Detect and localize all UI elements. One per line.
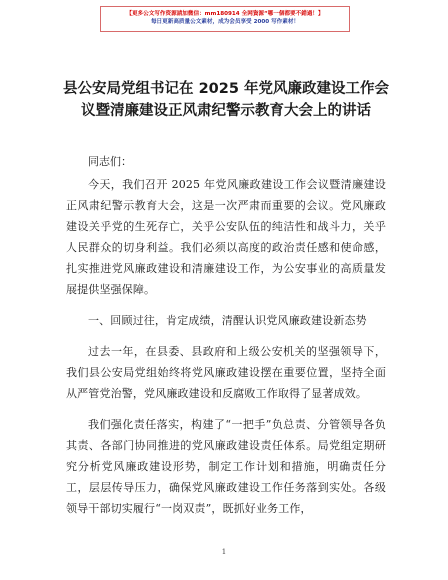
document-title: 县公安局党组书记在 2025 年党风廉政建设工作会议暨清廉建设正风肃纪警示教育大会上的讲话 (63, 81, 389, 119)
paragraph-review: 过去一年，在县委、县政府和上级公安机关的坚强领导下，我们县公安局党组始终将党风廉政建设摆在重要位置，坚持全面从严管党治警，党风廉政建设和反腐败工作取得了显著成效。 (66, 345, 386, 400)
paragraph-intro: 今天，我们召开 2025 年党风廉政建设工作会议暨清廉建设正风肃纪警示教育大会，这是一次严肃而重要的会议。党风廉政建设关乎党的生死存亡，关乎公安队伍的纯洁性和战斗力，关乎人民群众的切身利益。我们必须以高度的政治责任感和使命感，扎实推进党风廉政建设和清廉建设工作，为公安事业的高质量发展提供坚强保障。 (66, 178, 386, 296)
page-number: 1 (221, 548, 227, 556)
promo-banner[interactable] (100, 6, 350, 32)
promo-banner-line1: 【更多公文写作资源請加微信：mm180914 全网資源“哪一個都要不錯過！】 (126, 11, 324, 17)
document-body (66, 150, 386, 529)
promo-banner-line2: 每日更新高质量公文素材，成为会员享受 2000 写作素材！ (150, 19, 300, 25)
paragraph-responsibility: 我们强化责任落实，构建了“一把手”负总责、分管领导各负其责、各部门协同推进的党风廉政建设责任体系。局党组定期研究分析党风廉政建设形势，制定工作计划和措施，明确责任分工，层层传导压力，确保党风廉政建设工作任务落到实处。各级领导干部切实履行“一岗双责”，既抓好业务工作， (66, 418, 386, 515)
section-heading-1: 一、回顾过往，肯定成绩，清醒认识党风廉政建设新态势 (88, 314, 367, 327)
salutation: 同志们： (88, 155, 132, 168)
